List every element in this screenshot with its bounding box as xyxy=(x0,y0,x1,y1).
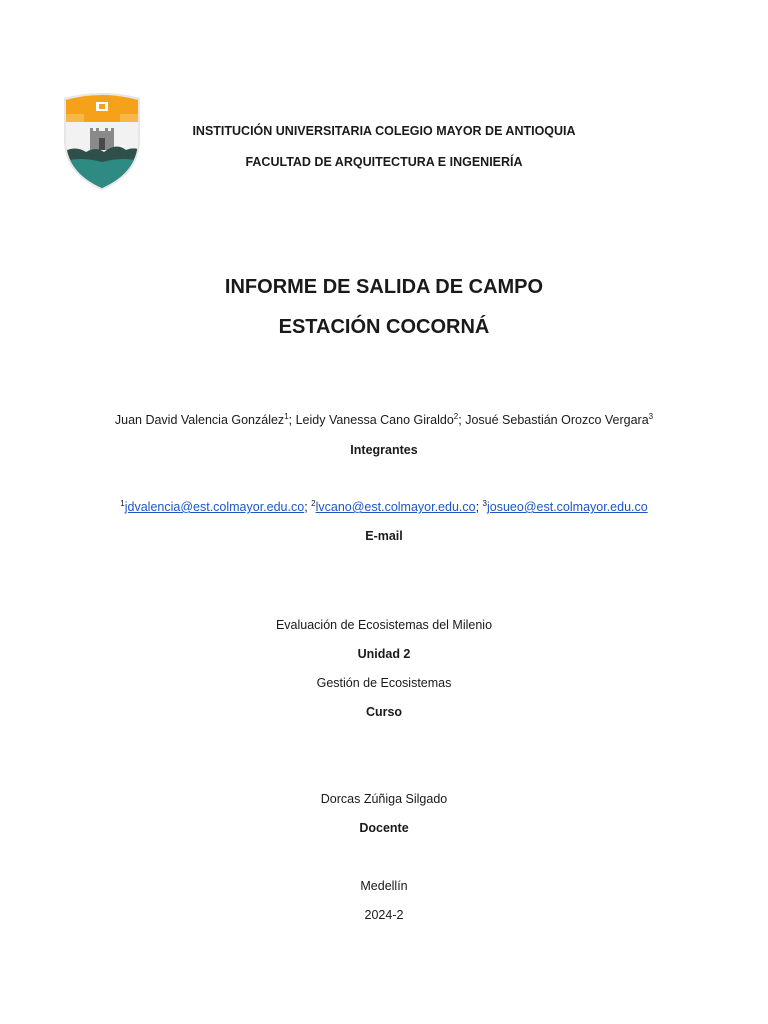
separator: ; xyxy=(458,413,466,427)
email-superscript: 2 xyxy=(311,498,316,508)
email-link[interactable]: lvcano@est.colmayor.edu.co xyxy=(315,500,476,514)
author-name: Juan David Valencia González xyxy=(114,413,285,427)
email-superscript: 3 xyxy=(482,498,487,508)
report-subtitle: ESTACIÓN COCORNÁ xyxy=(278,316,490,338)
teacher-label: Docente xyxy=(359,821,409,835)
separator: ; xyxy=(475,500,483,514)
institution-name: INSTITUCIÓN UNIVERSITARIA COLEGIO MAYOR DE ANTIOQUIA xyxy=(192,124,576,138)
course-label: Curso xyxy=(365,705,403,719)
author-name: Leidy Vanessa Cano Giraldo xyxy=(295,413,454,427)
author-name: Josué Sebastián Orozco Vergara xyxy=(465,413,649,427)
authors-line xyxy=(0,413,768,427)
unit-name: Evaluación de Ecosistemas del Milenio xyxy=(275,618,493,632)
author-superscript: 2 xyxy=(453,411,459,421)
email-superscript: 1 xyxy=(120,498,125,508)
report-title: INFORME DE SALIDA DE CAMPO xyxy=(224,276,544,298)
email-label: E-mail xyxy=(365,529,403,543)
teacher-name: Dorcas Zúñiga Silgado xyxy=(320,792,448,806)
author-superscript: 1 xyxy=(284,411,289,421)
year: 2024-2 xyxy=(364,908,404,922)
institution-shield-logo xyxy=(60,92,144,190)
authors-label: Integrantes xyxy=(350,443,418,457)
separator: ; xyxy=(304,500,312,514)
separator: ; xyxy=(288,413,296,427)
unit-label: Unidad 2 xyxy=(357,647,411,661)
email-link[interactable]: jdvalencia@est.colmayor.edu.co xyxy=(124,500,305,514)
emails-line xyxy=(0,500,768,514)
city: Medellín xyxy=(360,879,408,893)
author-superscript: 3 xyxy=(648,411,654,421)
email-link[interactable]: josueo@est.colmayor.edu.co xyxy=(487,500,648,514)
faculty-name: FACULTAD DE ARQUITECTURA E INGENIERÍA xyxy=(245,155,523,169)
course-name: Gestión de Ecosistemas xyxy=(316,676,452,690)
